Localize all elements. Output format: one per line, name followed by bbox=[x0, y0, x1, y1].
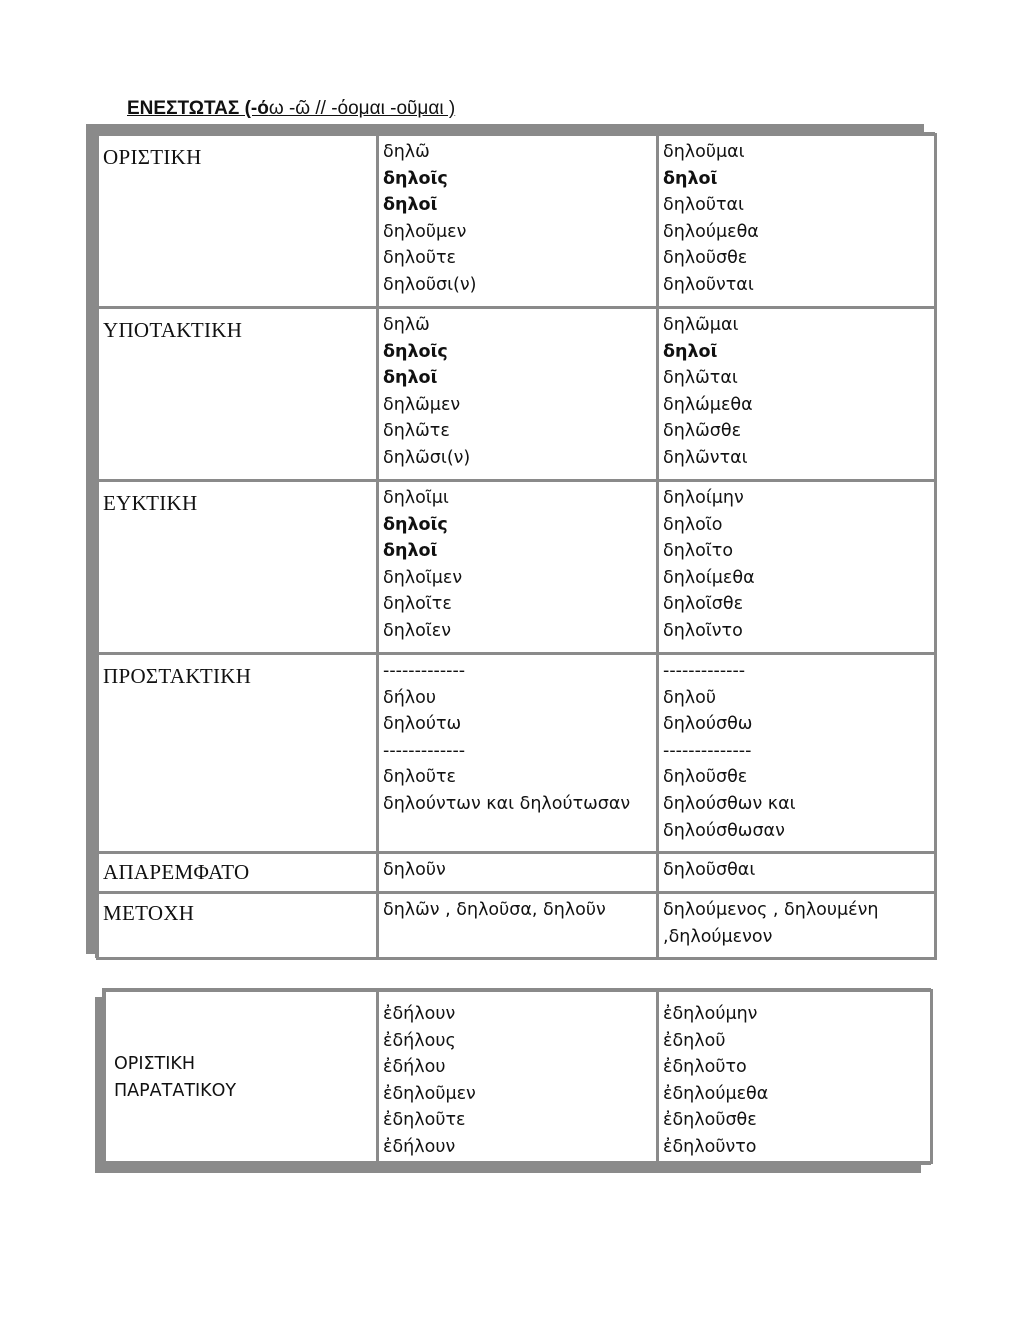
form: δηλοῦσθε bbox=[663, 767, 748, 788]
form: ἐδηλοῦμεν bbox=[383, 1083, 476, 1104]
form: ἐδήλουν bbox=[383, 1004, 456, 1024]
form: ἐδήλου bbox=[383, 1057, 446, 1078]
form: δηλούσθω bbox=[663, 714, 753, 735]
mood-cell bbox=[105, 991, 378, 1163]
form: δηλοῦτε bbox=[383, 767, 456, 788]
active-forms-cell bbox=[378, 853, 658, 893]
form: δηλούσθων και bbox=[663, 793, 796, 814]
mood-cell: ΠΡΟΣΤΑΚΤΙΚΗ bbox=[98, 654, 378, 853]
mood-cell: ΜΕΤΟΧΗ bbox=[98, 893, 378, 959]
table-row bbox=[105, 991, 932, 1163]
form: δηλῶν , δηλοῦσα, δηλοῦν bbox=[383, 900, 606, 920]
form: δηλῶτε bbox=[383, 421, 450, 442]
form: δηλοῦμαι bbox=[663, 142, 745, 162]
form: ἐδηλούμεθα bbox=[663, 1083, 769, 1104]
form: ------------- bbox=[383, 740, 466, 761]
form: δηλούσθωσαν bbox=[663, 820, 785, 841]
table-row bbox=[98, 135, 936, 308]
form: δηλούντων και δηλούτωσαν bbox=[383, 793, 631, 814]
form: δηλῶμεν bbox=[383, 394, 461, 415]
form: δηλοῦν bbox=[383, 860, 446, 880]
form: ἐδηλοῦντο bbox=[663, 1136, 757, 1157]
form: δηλοῖσθε bbox=[663, 594, 744, 615]
form: δηλούμεθα bbox=[663, 221, 759, 242]
conjugation-table-imperfect bbox=[102, 988, 931, 1165]
form: δηλοῖμεν bbox=[383, 567, 463, 588]
form: ἐδήλους bbox=[383, 1030, 456, 1051]
mood-cell: ΥΠΟΤΑΚΤΙΚΗ bbox=[98, 308, 378, 481]
title-part-bold: ΕΝΕΣΤΩΤΑΣ (-ό bbox=[127, 98, 269, 119]
form: δηλῶμαι bbox=[663, 315, 739, 335]
form: δηλοῖτε bbox=[383, 594, 452, 615]
mood-label: ΟΡΙΣΤΙΚΗ bbox=[114, 1054, 196, 1075]
table-row bbox=[98, 853, 936, 893]
form: δηλώμεθα bbox=[663, 394, 753, 415]
form: ------------- bbox=[663, 661, 746, 681]
form: δηλοῖ bbox=[663, 168, 718, 189]
form: δηλοῖς bbox=[383, 168, 448, 189]
form: ,δηλούμενον bbox=[663, 926, 773, 947]
form: δηλοῦμεν bbox=[383, 221, 467, 242]
form: δηλοῖμι bbox=[383, 488, 449, 508]
form: δηλοῖ bbox=[383, 368, 438, 389]
active-forms-cell bbox=[378, 481, 658, 654]
form: δηλοῖ bbox=[663, 341, 718, 362]
table-row bbox=[98, 481, 936, 654]
passive-forms-cell bbox=[658, 135, 936, 308]
form: δήλου bbox=[383, 687, 436, 708]
form: δηλούμενος , δηλουμένη bbox=[663, 900, 879, 920]
form: δηλοῖτο bbox=[663, 541, 734, 562]
form: δηλοῦται bbox=[663, 195, 744, 216]
form: δηλοῖς bbox=[383, 341, 448, 362]
form: δηλοίμεθα bbox=[663, 567, 755, 588]
form: δηλῶνται bbox=[663, 447, 748, 468]
form: δηλοῖς bbox=[383, 514, 448, 535]
form: δηλῶ bbox=[383, 142, 430, 162]
active-forms-cell bbox=[378, 135, 658, 308]
form: δηλοίμην bbox=[663, 488, 744, 508]
active-forms-cell bbox=[378, 654, 658, 853]
form: δηλοῖεν bbox=[383, 620, 452, 641]
passive-forms-cell bbox=[658, 853, 936, 893]
form: δηλούτω bbox=[383, 714, 462, 735]
form: δηλῶσθε bbox=[663, 421, 742, 442]
mood-cell: ΟΡΙΣΤΙΚΗ bbox=[98, 135, 378, 308]
passive-forms-cell bbox=[658, 308, 936, 481]
form: ἐδηλοῦτε bbox=[383, 1110, 466, 1131]
form: δηλοῖο bbox=[663, 514, 723, 535]
form: δηλοῦσι(ν) bbox=[383, 274, 477, 295]
form: δηλοῖντο bbox=[663, 620, 743, 641]
mood-cell: ΕΥΚΤΙΚΗ bbox=[98, 481, 378, 654]
form: δηλοῦνται bbox=[663, 274, 754, 295]
form: δηλοῦτε bbox=[383, 248, 456, 269]
form: ------------- bbox=[383, 661, 466, 681]
table-row bbox=[98, 654, 936, 853]
active-forms-cell bbox=[378, 893, 658, 959]
form: ἐδηλοῦ bbox=[663, 1030, 726, 1051]
passive-forms-cell bbox=[658, 654, 936, 853]
form: δηλοῖ bbox=[383, 195, 438, 216]
form: δηλῶ bbox=[383, 315, 430, 335]
page-title bbox=[127, 96, 455, 122]
conjugation-table-present bbox=[95, 132, 935, 958]
form: δηλῶται bbox=[663, 368, 738, 389]
form: ἐδηλοῦτο bbox=[663, 1057, 747, 1078]
mood-cell: ΑΠΑΡΕΜΦΑΤΟ bbox=[98, 853, 378, 893]
table-row bbox=[98, 893, 936, 959]
active-forms-cell bbox=[378, 991, 658, 1163]
form: ἐδήλουν bbox=[383, 1136, 456, 1157]
form: ἐδηλούμην bbox=[663, 1004, 758, 1024]
passive-forms-cell bbox=[658, 991, 932, 1163]
form: δηλῶσι(ν) bbox=[383, 447, 471, 468]
form: δηλοῖ bbox=[383, 541, 438, 562]
active-forms-cell bbox=[378, 308, 658, 481]
title-part-regular: ω -ῶ // -όομαι -οῦμαι ) bbox=[268, 98, 456, 119]
form: -------------- bbox=[663, 740, 752, 761]
form: δηλοῦσθε bbox=[663, 248, 748, 269]
table-row bbox=[98, 308, 936, 481]
form: ἐδηλοῦσθε bbox=[663, 1110, 757, 1131]
passive-forms-cell bbox=[658, 481, 936, 654]
form: δηλοῦ bbox=[663, 687, 716, 708]
form: δηλοῦσθαι bbox=[663, 860, 756, 880]
mood-label: ΠΑΡΑΤΑΤΙΚΟΥ bbox=[114, 1081, 237, 1101]
passive-forms-cell bbox=[658, 893, 936, 959]
